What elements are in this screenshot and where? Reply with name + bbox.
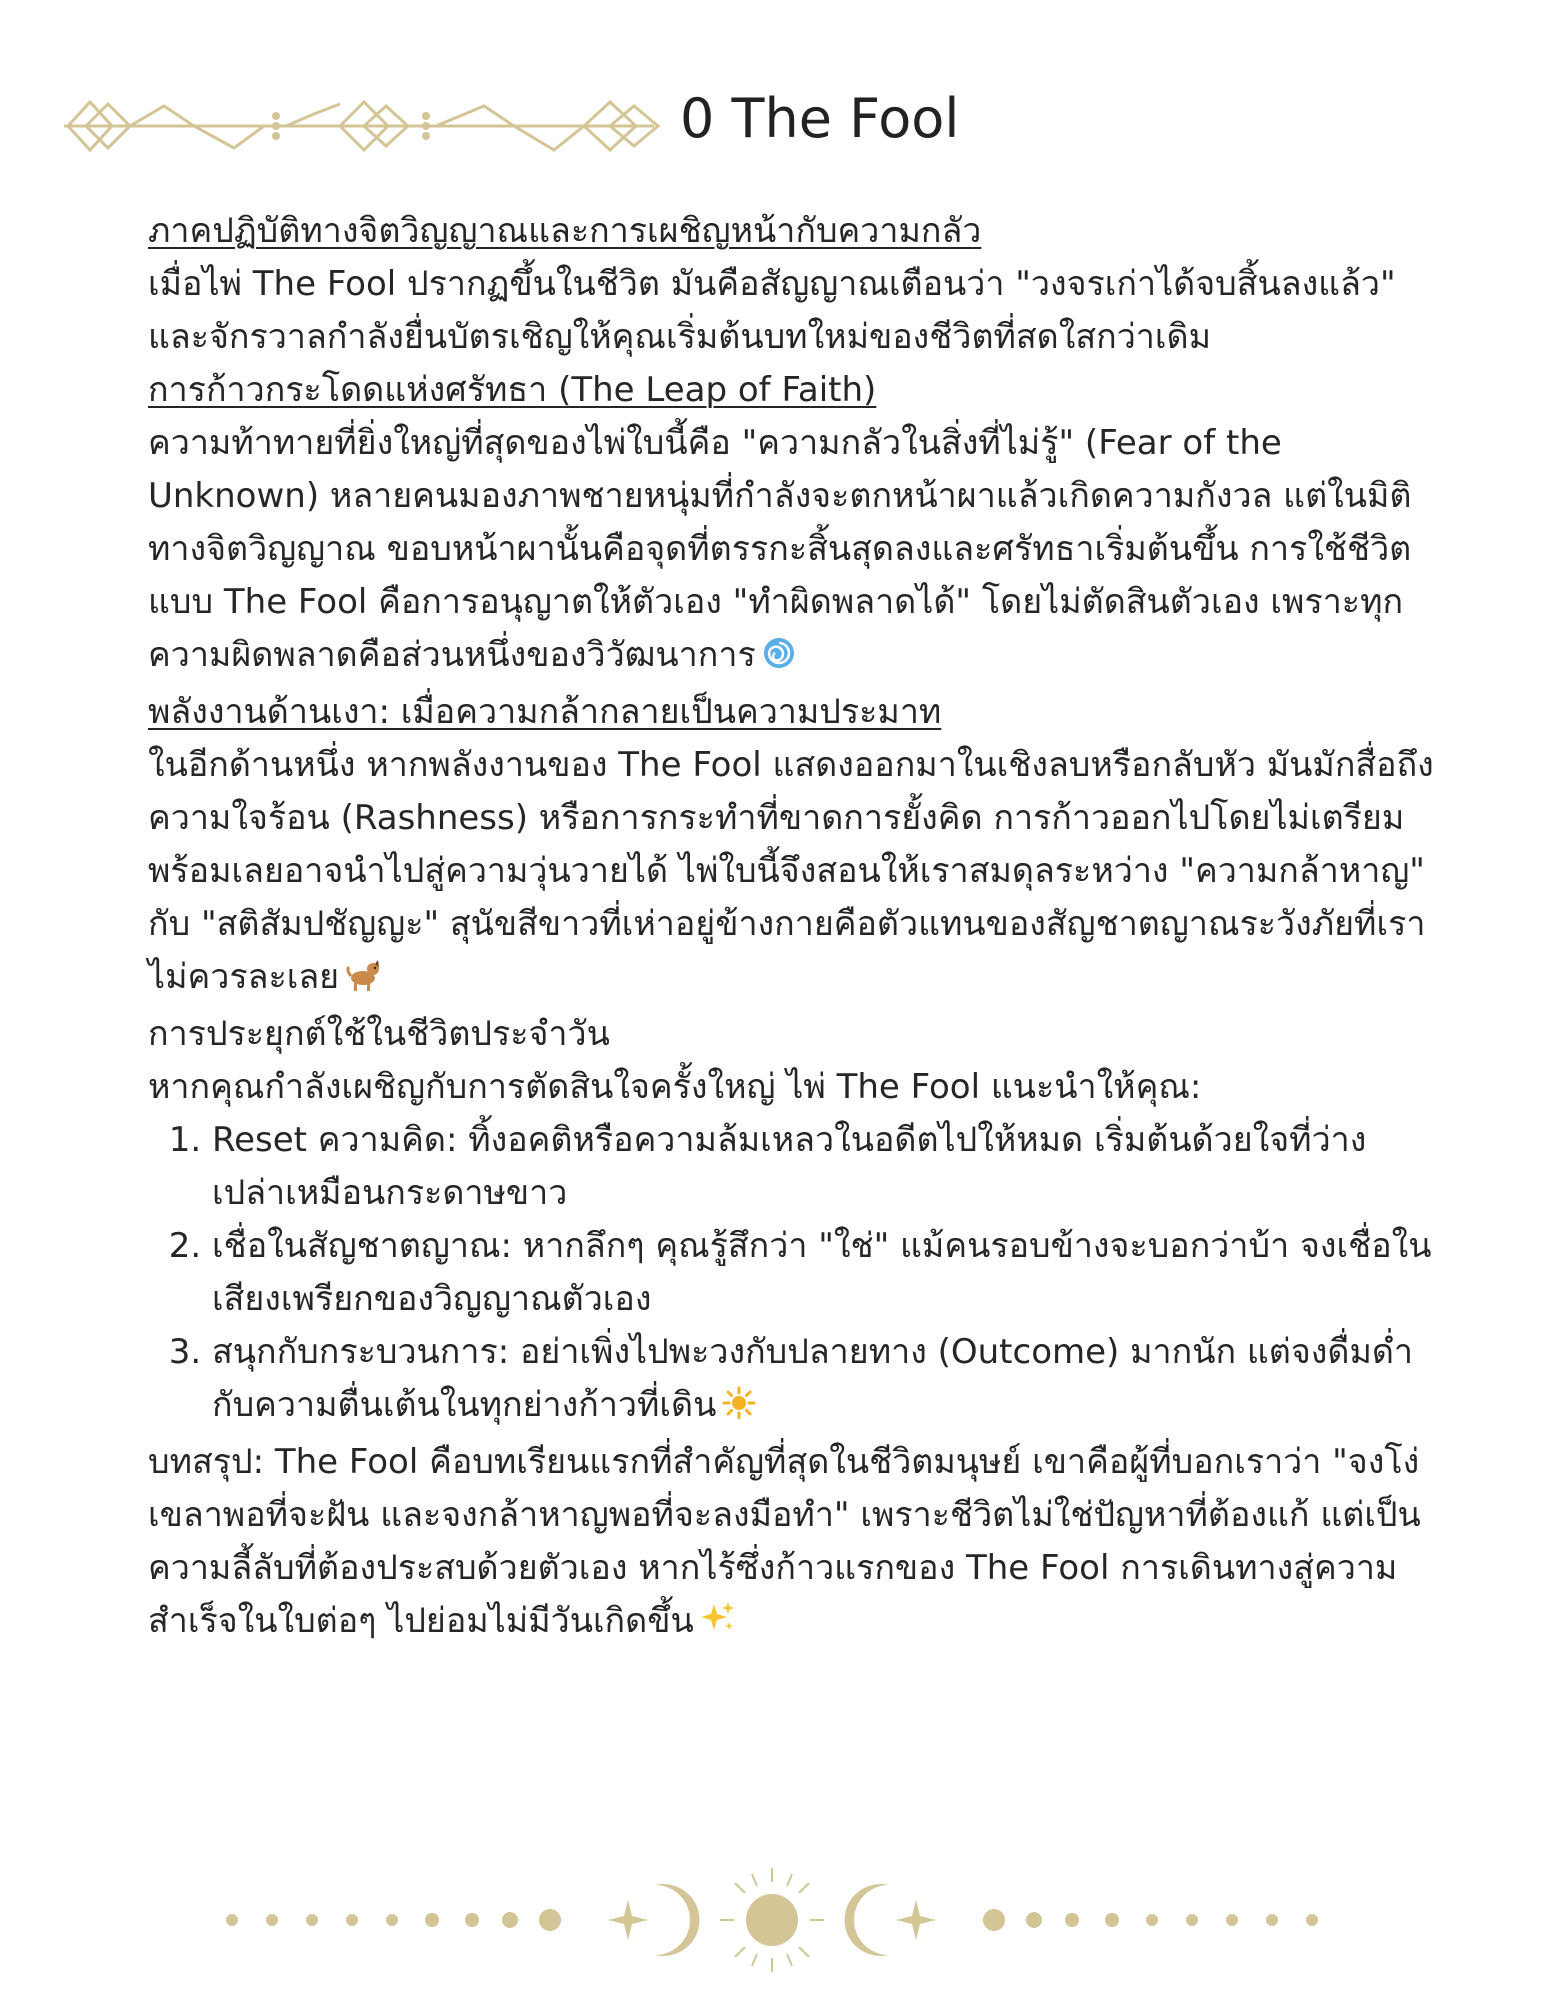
paragraph-conclusion <box>148 1436 1438 1652</box>
paragraph-conclusion-text: บทสรุป: The Fool คือบทเรียนแรกที่สำคัญที่สุดในชีวิตมนุษย์ เขาคือผู้ที่บอกเราว่า "จงโง่เขลาพอที่จะฝัน และจงกล้าหาญพอที่จะลงมือทำ" เพราะชีวิตไม่ใช่ปัญหาที่ต้องแก้ แต่เป็นความลี้ลับที่ต้องประสบด้วยตัวเอง หากไร้ซึ่งก้าวแรกของ The Fool การเดินทางสู่ความสำเร็จในใบต่อๆ ไปย่อมไม่มีวันเกิดขึ้น <box>148 1442 1421 1641</box>
paragraph-advice-lead: หากคุณกำลังเผชิญกับการตัดสินใจครั้งใหญ่ ไพ่ The Fool แนะนำให้คุณ: <box>148 1067 1202 1107</box>
footer-ornament <box>0 1850 1545 1990</box>
paragraph-leap-text: ความท้าทายที่ยิ่งใหญ่ที่สุดของไพ่ใบนี้คือ "ความกลัวในสิ่งที่ไม่รู้" (Fear of the Unknown) หลายคนมองภาพชายหนุ่มที่กำลังจะตกหน้าผาแล้วเกิดความกังวล แต่ในมิติทางจิตวิญญาณ ขอบหน้าผานั้นคือจุดที่ตรรกะสิ้นสุดลงและศรัทธาเริ่มต้นขึ้น การใช้ชีวิตแบบ The Fool คือการอนุญาตให้ตัวเอง "ทำผิดพลาดได้" โดยไม่ตัดสินตัวเอง เพราะทุกความผิดพลาดคือส่วนหนึ่งของวิวัฒนาการ <box>148 423 1412 675</box>
list-item-text: สนุกกับกระบวนการ: อย่าเพิ่งไปพะวงกับปลายทาง (Outcome) มากนัก แต่จงดื่มด่ำกับความตื่นเต้นในทุกย่างก้าวที่เดิน <box>212 1332 1414 1425</box>
section-heading-daily-application: การประยุกต์ใช้ในชีวิตประจำวัน <box>148 1014 610 1054</box>
sparkles-icon <box>700 1599 736 1652</box>
list-item <box>212 1326 1438 1436</box>
header <box>0 72 1545 172</box>
section-heading-shadow-energy: พลังงานด้านเงา: เมื่อความกล้ากลายเป็นความประมาท <box>148 692 942 732</box>
section-heading-leap-of-faith: การก้าวกระโดดแห่งศรัทธา (The Leap of Faith) <box>148 370 877 410</box>
advice-list <box>148 1114 1438 1436</box>
list-item: 2. เชื่อในสัญชาตญาณ: หากลึกๆ คุณรู้สึกว่า "ใช่" แม้คนรอบข้างจะบอกว่าบ้า จงเชื่อในเสียงเพรียกของวิญญาณตัวเอง <box>212 1220 1438 1326</box>
paragraph-leap-of-faith <box>148 417 1438 686</box>
celestial-moon-sun-ornament-icon <box>0 1850 1545 1990</box>
geometric-gold-ornament-icon <box>64 90 664 160</box>
article-body <box>148 205 1438 1652</box>
sun-icon <box>722 1383 756 1436</box>
list-item: 1. Reset ความคิด: ทิ้งอคติหรือความล้มเหลวในอดีตไปให้หมด เริ่มต้นด้วยใจที่ว่างเปล่าเหมือนกระดาษขาว <box>212 1114 1438 1220</box>
dog-icon <box>345 955 381 1008</box>
paragraph-shadow-text: ในอีกด้านหนึ่ง หากพลังงานของ The Fool แสดงออกมาในเชิงลบหรือกลับหัว มันมักสื่อถึงความใจร้อน (Rashness) หรือการกระทำที่ขาดการยั้งคิด การก้าวออกไปโดยไม่เตรียมพร้อมเลยอาจนำไปสู่ความวุ่นวายได้ ไพ่ใบนี้จึงสอนให้เราสมดุลระหว่าง "ความกล้าหาญ" กับ "สติสัมปชัญญะ" สุนัขสีขาวที่เห่าอยู่ข้างกายคือตัวแทนของสัญชาตญาณระวังภัยที่เราไม่ควรละเลย <box>148 745 1434 997</box>
paragraph-shadow <box>148 739 1438 1008</box>
paragraph-intro: เมื่อไพ่ The Fool ปรากฏขึ้นในชีวิต มันคือสัญญาณเตือนว่า "วงจรเก่าได้จบสิ้นลงแล้ว" และจักรวาลกำลังยื่นบัตรเชิญให้คุณเริ่มต้นบทใหม่ของชีวิตที่สดใสกว่าเดิม <box>148 264 1396 357</box>
cyclone-icon <box>762 633 796 686</box>
page-title: 0 The Fool <box>680 87 960 150</box>
section-heading-spiritual-practice: ภาคปฏิบัติทางจิตวิญญาณและการเผชิญหน้ากับความกลัว <box>148 211 982 251</box>
